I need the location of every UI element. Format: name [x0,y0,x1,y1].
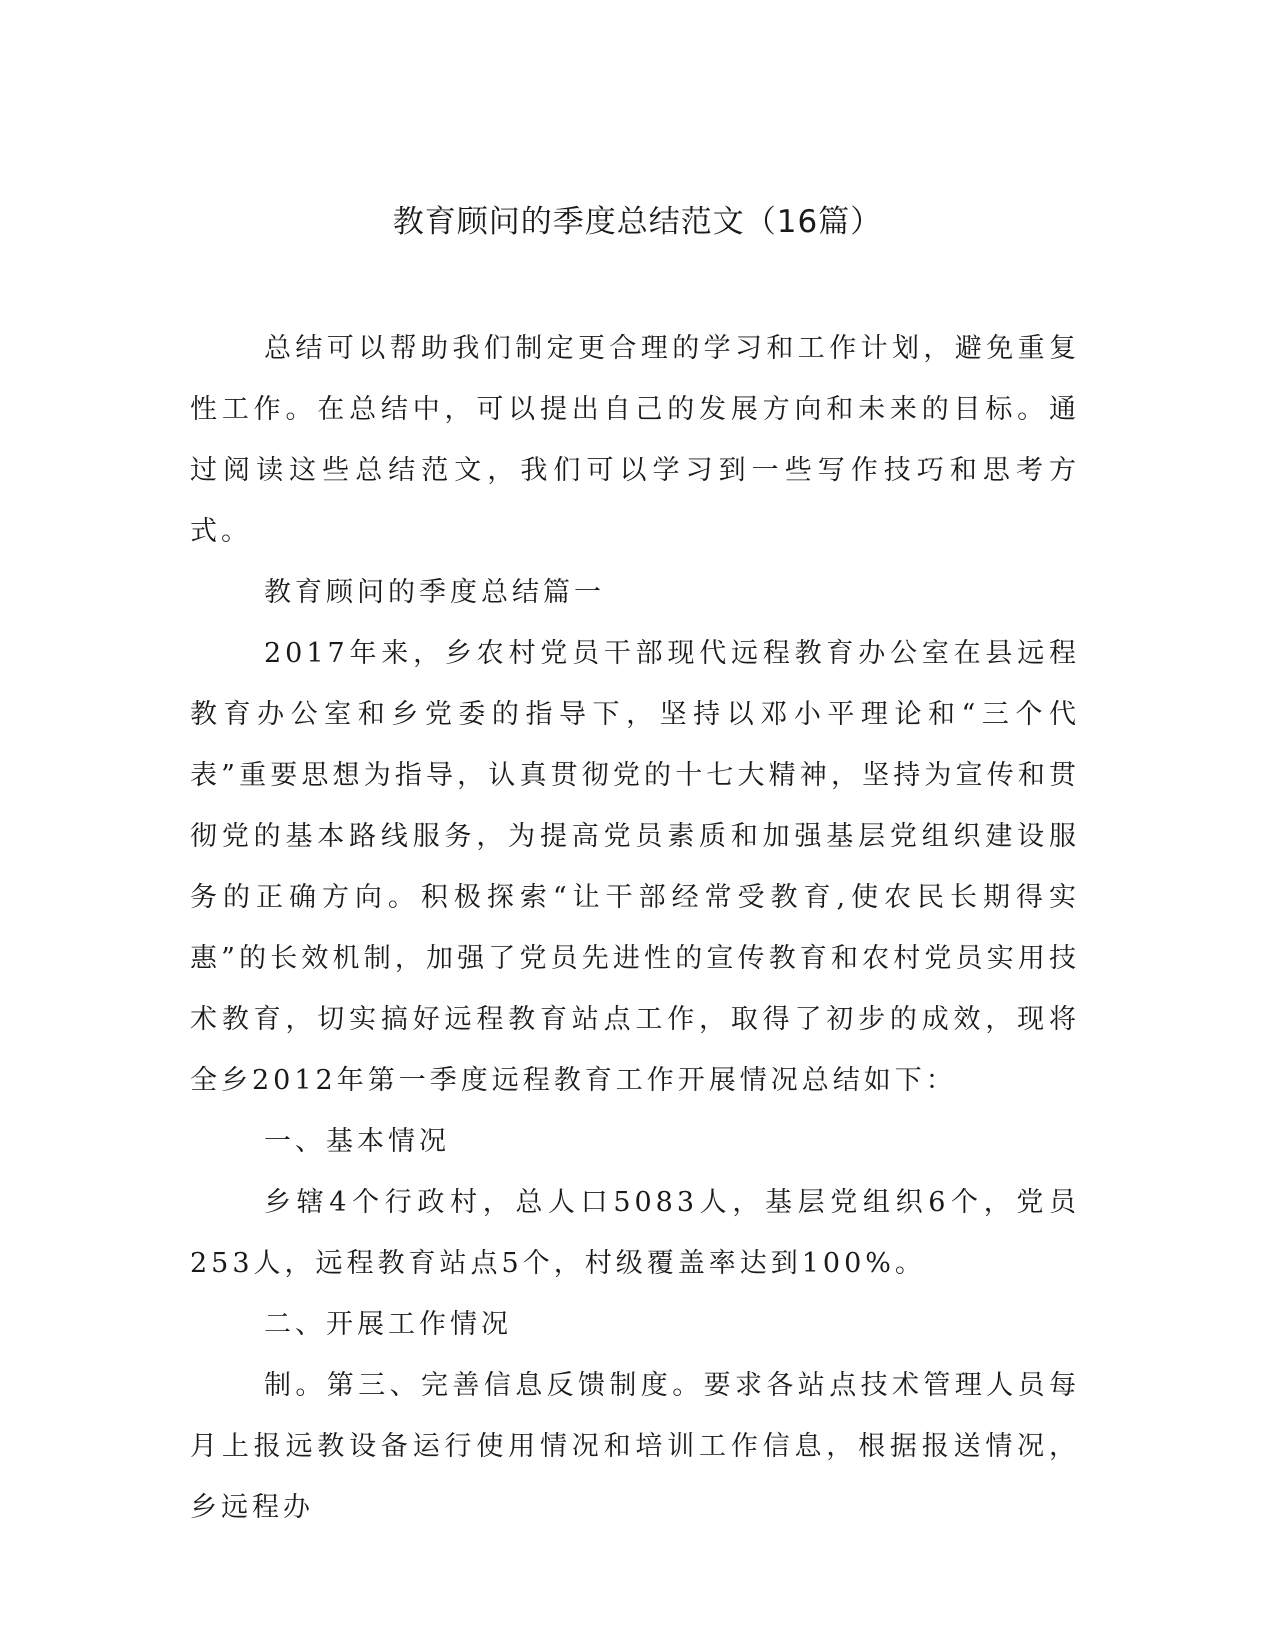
section-heading: 教育顾问的季度总结篇一 [264,577,605,608]
document-body [190,318,1080,1538]
intro-paragraph: 总结可以帮助我们制定更合理的学习和工作计划，避免重复性工作。在总结中，可以提出自己的发展方向和未来的目标。通过阅读这些总结范文，我们可以学习到一些写作技巧和思考方式。 [190,333,1080,547]
subsection-heading: 一、基本情况 [264,1126,450,1157]
body-paragraph: 2017年来，乡农村党员干部现代远程教育办公室在县远程教育办公室和乡党委的指导下，坚持以邓小平理论和“三个代表”重要思想为指导，认真贯彻党的十七大精神，坚持为宣传和贯彻党的基本路线服务，为提高党员素质和加强基层党组织建设服务的正确方向。积极探索“让干部经常受教育,使农民长期得实惠”的长效机制，加强了党员先进性的宣传教育和农村党员实用技术教育，切实搞好远程教育站点工作，取得了初步的成效，现将全乡2012年第一季度远程教育工作开展情况总结如下： [190,638,1080,1096]
subsection-heading: 二、开展工作情况 [264,1309,512,1340]
body-paragraph: 制。第三、完善信息反馈制度。要求各站点技术管理人员每月上报远教设备运行使用情况和培训工作信息，根据报送情况，乡远程办 [190,1370,1080,1523]
body-paragraph: 乡辖4个行政村，总人口5083人，基层党组织6个，党员253人，远程教育站点5个，村级覆盖率达到100%。 [190,1187,1080,1279]
document-title: 教育顾问的季度总结范文（16篇） [392,204,883,240]
